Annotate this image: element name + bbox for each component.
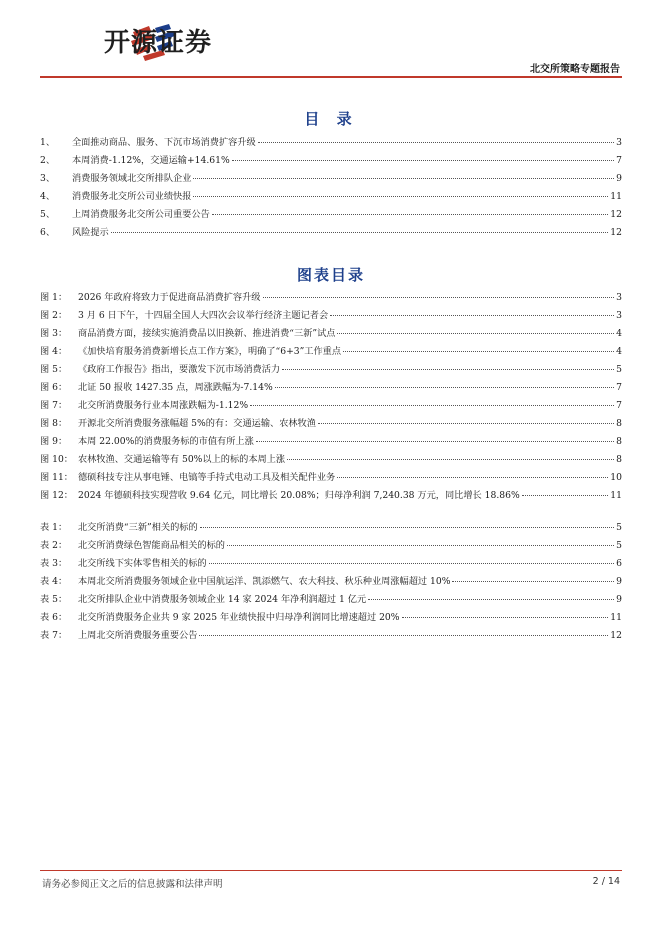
figure-entry-page: 11 [610, 490, 622, 501]
table-entry[interactable] [40, 573, 622, 591]
table-entry-text: 北交所线下实体零售相关的标的 [78, 558, 207, 569]
figure-entry[interactable] [40, 289, 622, 307]
table-entry-number: 表 6： [40, 612, 68, 623]
figure-entry-page: 7 [616, 382, 622, 393]
figure-entry-page: 10 [610, 472, 622, 483]
dot-leader [250, 405, 614, 406]
figure-entry-text: 2024 年德硕科技实现营收 9.64 亿元，同比增长 20.08%；归母净利润 7,240.38 万元，同比增长 18.86% [78, 490, 520, 501]
page-header [0, 0, 662, 78]
dot-leader [287, 459, 614, 460]
figure-entry-page: 5 [616, 364, 622, 375]
figure-entry-number: 图 4： [40, 346, 68, 357]
figure-entry-text: 北证 50 报收 1427.35 点，周涨跌幅为-7.14% [78, 382, 273, 393]
table-entry-text: 本周北交所消费服务领域企业中国航运洋、凯添燃气、农大科技、秋乐种业周涨幅超过 10% [78, 576, 451, 587]
table-entry-number: 表 3： [40, 558, 68, 569]
dot-leader [232, 160, 614, 161]
table-entry-text: 北交所排队企业中消费服务领域企业 14 家 2024 年净利润超过 1 亿元 [78, 594, 367, 605]
dot-leader [227, 545, 614, 546]
toc-entry-text: 本周消费-1.12%，交通运输+14.61% [72, 155, 230, 166]
dot-leader [212, 214, 608, 215]
table-entry-page: 11 [610, 612, 622, 623]
table-entry-number: 表 2： [40, 540, 68, 551]
figure-entry-number: 图 9： [40, 436, 68, 447]
figure-entry-number: 图 2： [40, 310, 68, 321]
figure-entry-number: 图 5： [40, 364, 68, 375]
figure-entry[interactable] [40, 487, 622, 505]
figure-entry[interactable] [40, 397, 622, 415]
table-list [40, 519, 622, 645]
table-entry-page: 9 [616, 576, 622, 587]
figure-entry-page: 8 [616, 454, 622, 465]
dot-leader [337, 477, 608, 478]
figure-entry[interactable] [40, 325, 622, 343]
table-entry-page: 9 [616, 594, 622, 605]
dot-leader [282, 369, 614, 370]
report-type-label: 北交所策略专题报告 [530, 64, 620, 75]
toc-entry[interactable] [40, 170, 622, 188]
toc-entry-text: 全面推动商品、服务、下沉市场消费扩容升级 [72, 137, 256, 148]
dot-leader [343, 351, 614, 352]
dot-leader [368, 599, 614, 600]
dot-leader [522, 495, 609, 496]
figure-entry-text: 北交所消费服务行业本周涨跌幅为-1.12% [78, 400, 249, 411]
dot-leader [402, 617, 609, 618]
toc-entry[interactable] [40, 206, 622, 224]
figure-entry-number: 图 6： [40, 382, 68, 393]
dot-leader [256, 441, 614, 442]
footer-disclaimer: 请务必参阅正文之后的信息披露和法律声明 [42, 879, 223, 890]
toc-entry-page: 12 [610, 227, 622, 238]
figure-entry-text: 商品消费方面，接续实施消费品以旧换新、推进消费“三新”试点 [78, 328, 336, 339]
table-entry[interactable] [40, 609, 622, 627]
figure-entry-number: 图 7： [40, 400, 68, 411]
figure-entry-text: 3 月 6 日下午，十四届全国人大四次会议举行经济主题记者会 [78, 310, 329, 321]
brand-name: 开源证券 [104, 28, 213, 58]
figure-entry[interactable] [40, 361, 622, 379]
table-entry-text: 北交所消费服务企业共 9 家 2025 年业绩快报中归母净利润同比增速超过 20% [78, 612, 400, 623]
page-indicator: 2 / 14 [592, 876, 620, 887]
table-entry[interactable] [40, 537, 622, 555]
figure-entry[interactable] [40, 307, 622, 325]
toc-entry-text: 消费服务领域北交所排队企业 [72, 173, 192, 184]
figure-entry-text: 《加快培育服务消费新增长点工作方案》，明确了“6+3”工作重点 [78, 346, 342, 357]
figure-entry-page: 3 [616, 292, 622, 303]
dot-leader [318, 423, 614, 424]
toc-entry-page: 9 [616, 173, 622, 184]
toc-entry-text: 风险提示 [72, 227, 109, 238]
figure-entry-page: 8 [616, 418, 622, 429]
table-entry-page: 5 [616, 522, 622, 533]
toc-entry-text: 上周消费服务北交所公司重要公告 [72, 209, 210, 220]
figure-entry-text: 农林牧渔、交通运输等有 50%以上的标的本周上涨 [78, 454, 286, 465]
figure-entry-number: 图 8： [40, 418, 68, 429]
table-entry-page: 5 [616, 540, 622, 551]
toc-entry-number: 5、 [40, 209, 56, 220]
toc-entry-number: 4、 [40, 191, 56, 202]
table-entry[interactable] [40, 591, 622, 609]
figure-entry[interactable] [40, 433, 622, 451]
figure-entry-page: 4 [616, 346, 622, 357]
dot-leader [209, 563, 615, 564]
figure-entry-text: 德硕科技专注从事电锤、电镐等手持式电动工具及相关配件业务 [78, 472, 336, 483]
figures-title: 图表目录 [296, 266, 365, 284]
toc-entry-number: 6、 [40, 227, 56, 238]
figure-entry-page: 7 [616, 400, 622, 411]
toc-entry[interactable] [40, 152, 622, 170]
figure-entry-number: 图 10： [40, 454, 73, 465]
table-entry-text: 上周北交所消费服务重要公告 [78, 630, 198, 641]
table-entry-number: 表 5： [40, 594, 68, 605]
toc-entry-number: 1、 [40, 137, 56, 148]
figure-entry-text: 2026 年政府将致力于促进商品消费扩容升级 [78, 292, 261, 303]
dot-leader [330, 315, 614, 316]
dot-leader [452, 581, 614, 582]
table-entry[interactable] [40, 519, 622, 537]
table-entry-text: 北交所消费“三新”相关的标的 [78, 522, 198, 533]
header-divider [40, 76, 622, 78]
figure-entry-number: 图 3： [40, 328, 68, 339]
dot-leader [111, 232, 609, 233]
table-entry-number: 表 1： [40, 522, 68, 533]
figure-entry[interactable] [40, 415, 622, 433]
figure-entry-page: 8 [616, 436, 622, 447]
toc-entry[interactable] [40, 224, 622, 242]
figure-entry[interactable] [40, 469, 622, 487]
toc-entry-text: 消费服务北交所公司业绩快报 [72, 191, 192, 202]
toc-entry[interactable] [40, 188, 622, 206]
dot-leader [200, 527, 614, 528]
toc-entry-number: 2、 [40, 155, 56, 166]
toc-entry-page: 11 [610, 191, 622, 202]
figure-entry[interactable] [40, 343, 622, 361]
toc-title: 目 录 [304, 110, 358, 128]
figure-entry-number: 图 1： [40, 292, 68, 303]
table-entry-text: 北交所消费绿色智能商品相关的标的 [78, 540, 225, 551]
table-entry-number: 表 4： [40, 576, 68, 587]
dot-leader [199, 635, 608, 636]
figure-entry[interactable] [40, 379, 622, 397]
figure-entry-text: 《政府工作报告》指出，要激发下沉市场消费活力 [78, 364, 281, 375]
toc-entry-page: 7 [616, 155, 622, 166]
table-entry[interactable] [40, 555, 622, 573]
table-entry-number: 表 7： [40, 630, 68, 641]
toc-entry-page: 12 [610, 209, 622, 220]
footer-divider [40, 870, 622, 871]
toc-entry-number: 3、 [40, 173, 56, 184]
dot-leader [275, 387, 614, 388]
table-entry[interactable] [40, 627, 622, 645]
figure-entry-page: 3 [616, 310, 622, 321]
figure-entry-number: 图 12： [40, 490, 73, 501]
toc-list [40, 134, 622, 242]
table-entry-page: 12 [610, 630, 622, 641]
figure-entry-page: 4 [616, 328, 622, 339]
dot-leader [193, 196, 608, 197]
dot-leader [193, 178, 614, 179]
figure-list [40, 289, 622, 505]
figure-entry-text: 本周 22.00%的消费服务标的市值有所上涨 [78, 436, 254, 447]
figure-entry[interactable] [40, 451, 622, 469]
dot-leader [337, 333, 614, 334]
figure-entry-text: 开源北交所消费服务涨幅超 5%的有：交通运输、农林牧渔 [78, 418, 316, 429]
toc-entry[interactable] [40, 134, 622, 152]
dot-leader [263, 297, 615, 298]
figure-entry-number: 图 11： [40, 472, 73, 483]
table-entry-page: 6 [616, 558, 622, 569]
dot-leader [258, 142, 614, 143]
toc-entry-page: 3 [616, 137, 622, 148]
